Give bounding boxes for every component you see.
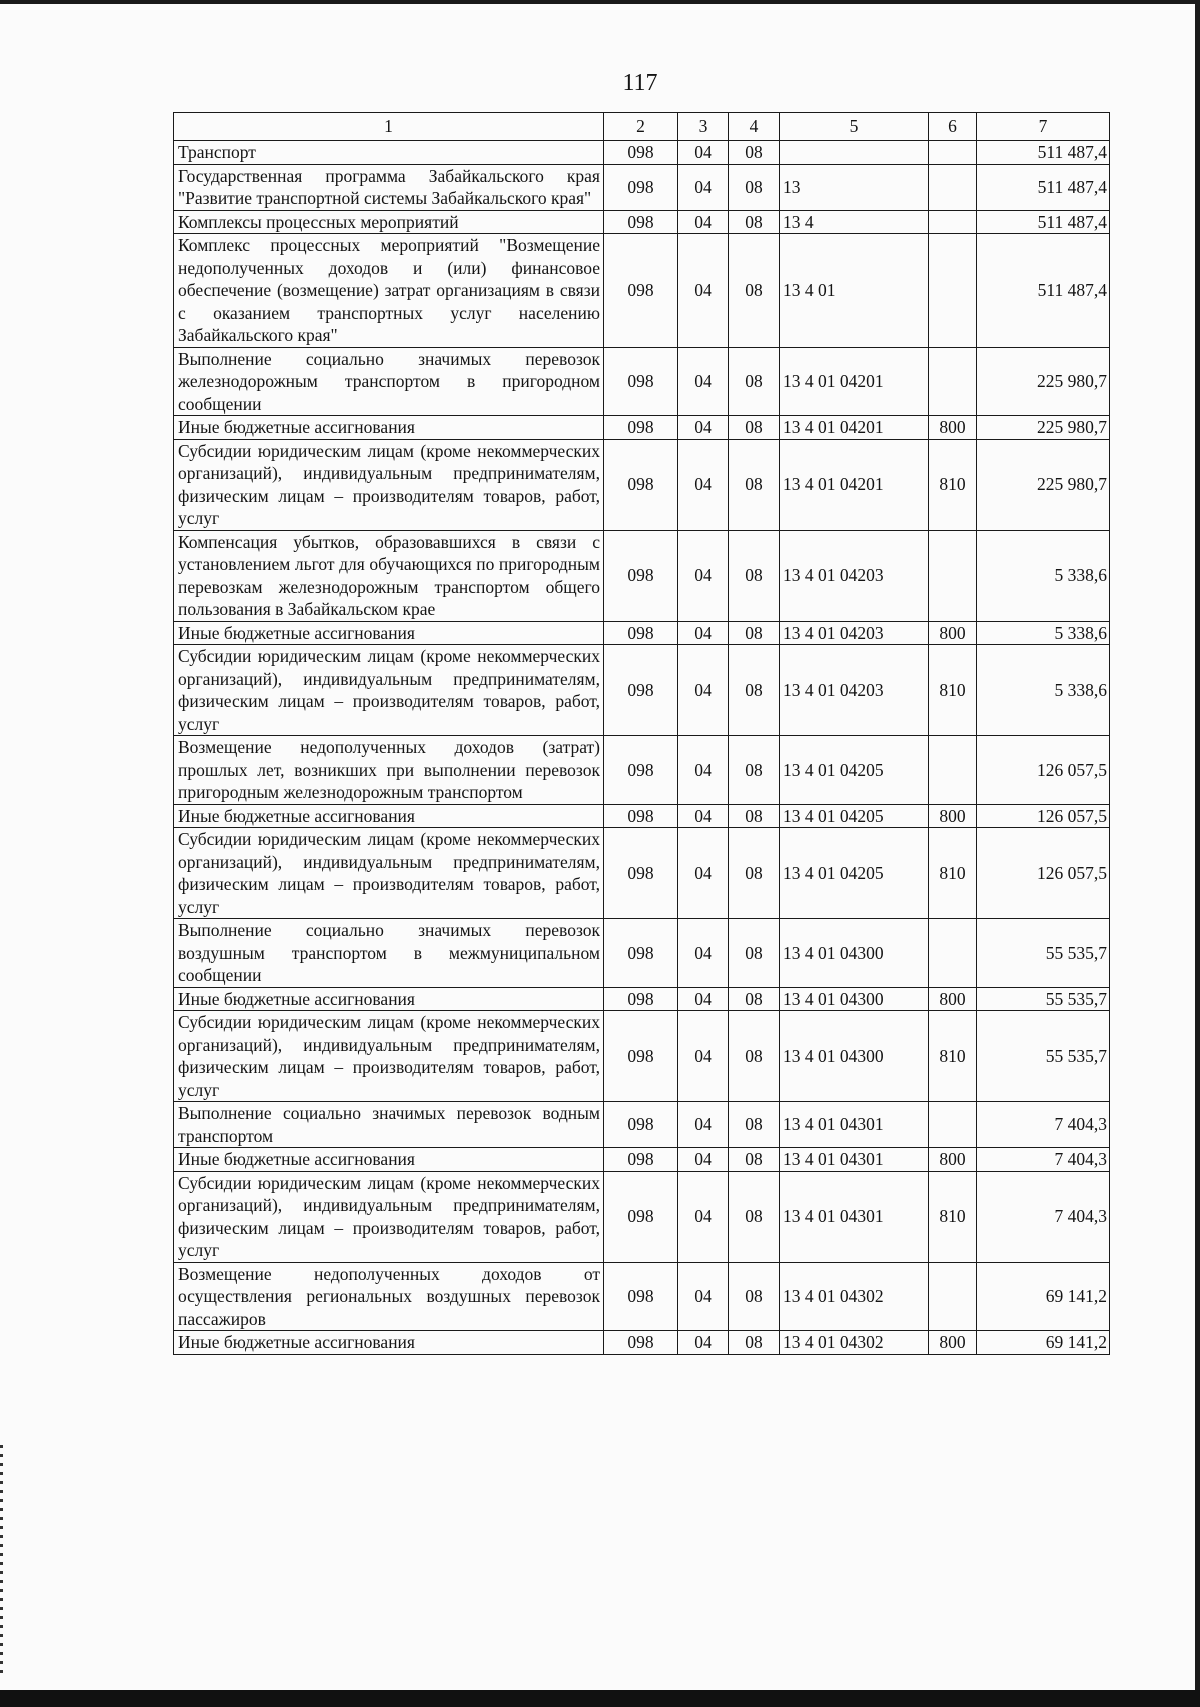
- row-col-6: [929, 736, 977, 805]
- row-col-2: 098: [604, 1262, 678, 1331]
- row-col-6: [929, 164, 977, 210]
- row-col-5: 13 4 01 04203: [780, 645, 929, 736]
- row-col-7: 69 141,2: [977, 1262, 1110, 1331]
- row-col-5: 13 4 01 04205: [780, 804, 929, 828]
- row-col-6: 800: [929, 987, 977, 1011]
- row-col-7: 126 057,5: [977, 736, 1110, 805]
- row-col-3: 04: [678, 1148, 729, 1172]
- row-name: Субсидии юридическим лицам (кроме некоммерческих организаций), индивидуальным предпринимателям, физическим лицам – производителям товаров, работ, услуг: [174, 645, 604, 736]
- row-col-2: 098: [604, 164, 678, 210]
- row-col-6: [929, 1262, 977, 1331]
- table-row: [174, 1262, 1110, 1331]
- row-col-2: 098: [604, 1011, 678, 1102]
- row-col-7: 126 057,5: [977, 804, 1110, 828]
- row-name: Иные бюджетные ассигнования: [174, 804, 604, 828]
- row-col-3: 04: [678, 347, 729, 416]
- table-row: [174, 347, 1110, 416]
- row-col-3: 04: [678, 1011, 729, 1102]
- row-name: Компенсация убытков, образовавшихся в связи с установлением льгот для обучающихся по пригородным перевозкам железнодорожным транспортом общего пользования в Забайкальском крае: [174, 530, 604, 621]
- row-name: Иные бюджетные ассигнования: [174, 1331, 604, 1355]
- row-col-4: 08: [729, 234, 780, 348]
- row-col-4: 08: [729, 919, 780, 988]
- row-name: Субсидии юридическим лицам (кроме некоммерческих организаций), индивидуальным предпринимателям, физическим лицам – производителям товаров, работ, услуг: [174, 439, 604, 530]
- row-col-7: 55 535,7: [977, 919, 1110, 988]
- row-col-3: 04: [678, 210, 729, 234]
- row-col-6: [929, 210, 977, 234]
- page-number: 117: [622, 70, 658, 96]
- header-col-4: 4: [729, 113, 780, 141]
- table-row: [174, 530, 1110, 621]
- row-col-6: 810: [929, 645, 977, 736]
- table-row: [174, 804, 1110, 828]
- row-name: Выполнение социально значимых перевозок воздушным транспортом в межмуниципальном сообщении: [174, 919, 604, 988]
- row-name: Выполнение социально значимых перевозок водным транспортом: [174, 1102, 604, 1148]
- row-col-6: 810: [929, 828, 977, 919]
- header-col-2: 2: [604, 113, 678, 141]
- row-col-5: 13 4 01 04300: [780, 987, 929, 1011]
- header-col-7: 7: [977, 113, 1110, 141]
- row-col-4: 08: [729, 1262, 780, 1331]
- row-col-3: 04: [678, 1102, 729, 1148]
- scan-border-right: [1195, 0, 1200, 1707]
- table-row: [174, 828, 1110, 919]
- row-col-3: 04: [678, 645, 729, 736]
- row-col-7: 225 980,7: [977, 439, 1110, 530]
- row-col-5: 13 4 01 04302: [780, 1331, 929, 1355]
- row-col-5: 13 4 01 04201: [780, 347, 929, 416]
- row-col-7: 225 980,7: [977, 416, 1110, 440]
- scan-border-bottom: [0, 1690, 1200, 1707]
- row-col-2: 098: [604, 621, 678, 645]
- row-col-4: 08: [729, 804, 780, 828]
- row-col-4: 08: [729, 210, 780, 234]
- row-col-3: 04: [678, 804, 729, 828]
- row-col-5: 13 4 01 04205: [780, 828, 929, 919]
- row-col-6: 800: [929, 804, 977, 828]
- row-col-2: 098: [604, 736, 678, 805]
- row-col-6: 800: [929, 416, 977, 440]
- row-col-7: 511 487,4: [977, 234, 1110, 348]
- row-col-2: 098: [604, 1148, 678, 1172]
- scan-edge-marks: [0, 1445, 3, 1675]
- row-col-5: 13 4 01 04300: [780, 919, 929, 988]
- row-col-2: 098: [604, 1102, 678, 1148]
- row-col-2: 098: [604, 828, 678, 919]
- row-col-4: 08: [729, 1331, 780, 1355]
- row-col-5: 13 4 01 04201: [780, 416, 929, 440]
- table-row: [174, 164, 1110, 210]
- row-col-7: 511 487,4: [977, 141, 1110, 165]
- table-row: [174, 234, 1110, 348]
- row-col-6: [929, 530, 977, 621]
- row-col-6: [929, 347, 977, 416]
- row-col-4: 08: [729, 141, 780, 165]
- row-col-5: 13 4 01 04300: [780, 1011, 929, 1102]
- table-row: [174, 1148, 1110, 1172]
- row-col-5: 13 4 01 04301: [780, 1148, 929, 1172]
- row-col-7: 225 980,7: [977, 347, 1110, 416]
- row-col-5: 13: [780, 164, 929, 210]
- row-col-7: 69 141,2: [977, 1331, 1110, 1355]
- scan-border-top: [0, 0, 1200, 4]
- row-col-2: 098: [604, 804, 678, 828]
- row-col-6: [929, 919, 977, 988]
- row-col-4: 08: [729, 530, 780, 621]
- row-col-3: 04: [678, 1171, 729, 1262]
- table-row: [174, 210, 1110, 234]
- row-col-4: 08: [729, 621, 780, 645]
- row-col-5: 13 4 01 04301: [780, 1171, 929, 1262]
- row-col-6: 800: [929, 621, 977, 645]
- row-col-2: 098: [604, 234, 678, 348]
- row-name: Транспорт: [174, 141, 604, 165]
- table-row: [174, 919, 1110, 988]
- row-col-7: 55 535,7: [977, 987, 1110, 1011]
- row-col-2: 098: [604, 416, 678, 440]
- row-col-3: 04: [678, 439, 729, 530]
- row-name: Иные бюджетные ассигнования: [174, 987, 604, 1011]
- row-col-3: 04: [678, 141, 729, 165]
- row-name: Иные бюджетные ассигнования: [174, 621, 604, 645]
- row-col-6: [929, 141, 977, 165]
- row-col-7: 7 404,3: [977, 1171, 1110, 1262]
- row-col-3: 04: [678, 621, 729, 645]
- row-col-2: 098: [604, 347, 678, 416]
- row-name: Государственная программа Забайкальского края "Развитие транспортной системы Забайкальского края": [174, 164, 604, 210]
- table-row: [174, 987, 1110, 1011]
- row-col-7: 7 404,3: [977, 1148, 1110, 1172]
- row-col-5: 13 4 01 04201: [780, 439, 929, 530]
- table-row: [174, 439, 1110, 530]
- row-col-7: 126 057,5: [977, 828, 1110, 919]
- row-col-7: 5 338,6: [977, 621, 1110, 645]
- row-col-3: 04: [678, 987, 729, 1011]
- row-col-3: 04: [678, 416, 729, 440]
- row-col-5: 13 4: [780, 210, 929, 234]
- row-col-4: 08: [729, 1148, 780, 1172]
- row-col-5: 13 4 01 04301: [780, 1102, 929, 1148]
- row-col-3: 04: [678, 164, 729, 210]
- row-name: Комплексы процессных мероприятий: [174, 210, 604, 234]
- row-col-5: 13 4 01 04302: [780, 1262, 929, 1331]
- table-row: [174, 736, 1110, 805]
- row-col-7: 5 338,6: [977, 530, 1110, 621]
- row-col-3: 04: [678, 919, 729, 988]
- table-row: [174, 141, 1110, 165]
- row-col-5: 13 4 01 04205: [780, 736, 929, 805]
- row-col-4: 08: [729, 416, 780, 440]
- row-col-6: 800: [929, 1331, 977, 1355]
- header-col-5: 5: [780, 113, 929, 141]
- row-col-2: 098: [604, 987, 678, 1011]
- row-col-2: 098: [604, 530, 678, 621]
- row-col-6: [929, 234, 977, 348]
- row-col-3: 04: [678, 530, 729, 621]
- row-col-4: 08: [729, 987, 780, 1011]
- row-name: Комплекс процессных мероприятий "Возмещение недополученных доходов и (или) финансовое обеспечение (возмещение) затрат организациям в связи с оказанием транспортных услуг населению Забайкальского края": [174, 234, 604, 348]
- row-col-7: 511 487,4: [977, 210, 1110, 234]
- row-col-2: 098: [604, 210, 678, 234]
- row-col-3: 04: [678, 828, 729, 919]
- row-col-6: 810: [929, 1011, 977, 1102]
- row-col-6: [929, 1102, 977, 1148]
- table-row: [174, 1102, 1110, 1148]
- row-col-4: 08: [729, 645, 780, 736]
- row-col-3: 04: [678, 1331, 729, 1355]
- row-col-4: 08: [729, 1102, 780, 1148]
- row-col-2: 098: [604, 1171, 678, 1262]
- row-col-2: 098: [604, 919, 678, 988]
- row-col-2: 098: [604, 141, 678, 165]
- row-name: Субсидии юридическим лицам (кроме некоммерческих организаций), индивидуальным предпринимателям, физическим лицам – производителям товаров, работ, услуг: [174, 1011, 604, 1102]
- header-col-3: 3: [678, 113, 729, 141]
- row-col-3: 04: [678, 234, 729, 348]
- row-col-4: 08: [729, 736, 780, 805]
- header-col-1: 1: [174, 113, 604, 141]
- row-name: Возмещение недополученных доходов от осуществления региональных воздушных перевозок пассажиров: [174, 1262, 604, 1331]
- row-col-3: 04: [678, 1262, 729, 1331]
- row-col-5: 13 4 01: [780, 234, 929, 348]
- table-row: [174, 1331, 1110, 1355]
- row-col-5: 13 4 01 04203: [780, 621, 929, 645]
- row-name: Субсидии юридическим лицам (кроме некоммерческих организаций), индивидуальным предпринимателям, физическим лицам – производителям товаров, работ, услуг: [174, 1171, 604, 1262]
- row-name: Возмещение недополученных доходов (затрат) прошлых лет, возникших при выполнении перевозок пригородным железнодорожным транспортом: [174, 736, 604, 805]
- row-col-4: 08: [729, 164, 780, 210]
- row-name: Иные бюджетные ассигнования: [174, 416, 604, 440]
- row-col-4: 08: [729, 828, 780, 919]
- row-name: Выполнение социально значимых перевозок железнодорожным транспортом в пригородном сообщении: [174, 347, 604, 416]
- row-col-6: 800: [929, 1148, 977, 1172]
- row-col-4: 08: [729, 439, 780, 530]
- row-col-4: 08: [729, 1011, 780, 1102]
- budget-table: [173, 112, 1110, 1355]
- table-row: [174, 1011, 1110, 1102]
- row-col-7: 5 338,6: [977, 645, 1110, 736]
- row-col-6: 810: [929, 1171, 977, 1262]
- table-row: [174, 621, 1110, 645]
- row-col-6: 810: [929, 439, 977, 530]
- row-col-5: 13 4 01 04203: [780, 530, 929, 621]
- row-col-2: 098: [604, 439, 678, 530]
- table-header-row: [174, 113, 1110, 141]
- table-row: [174, 645, 1110, 736]
- row-col-2: 098: [604, 645, 678, 736]
- row-col-4: 08: [729, 1171, 780, 1262]
- table-row: [174, 1171, 1110, 1262]
- table-row: [174, 416, 1110, 440]
- row-col-2: 098: [604, 1331, 678, 1355]
- row-col-5: [780, 141, 929, 165]
- table-body: [174, 141, 1110, 1355]
- row-col-3: 04: [678, 736, 729, 805]
- header-col-6: 6: [929, 113, 977, 141]
- row-col-7: 7 404,3: [977, 1102, 1110, 1148]
- row-name: Иные бюджетные ассигнования: [174, 1148, 604, 1172]
- row-col-4: 08: [729, 347, 780, 416]
- row-col-7: 511 487,4: [977, 164, 1110, 210]
- row-name: Субсидии юридическим лицам (кроме некоммерческих организаций), индивидуальным предпринимателям, физическим лицам – производителям товаров, работ, услуг: [174, 828, 604, 919]
- row-col-7: 55 535,7: [977, 1011, 1110, 1102]
